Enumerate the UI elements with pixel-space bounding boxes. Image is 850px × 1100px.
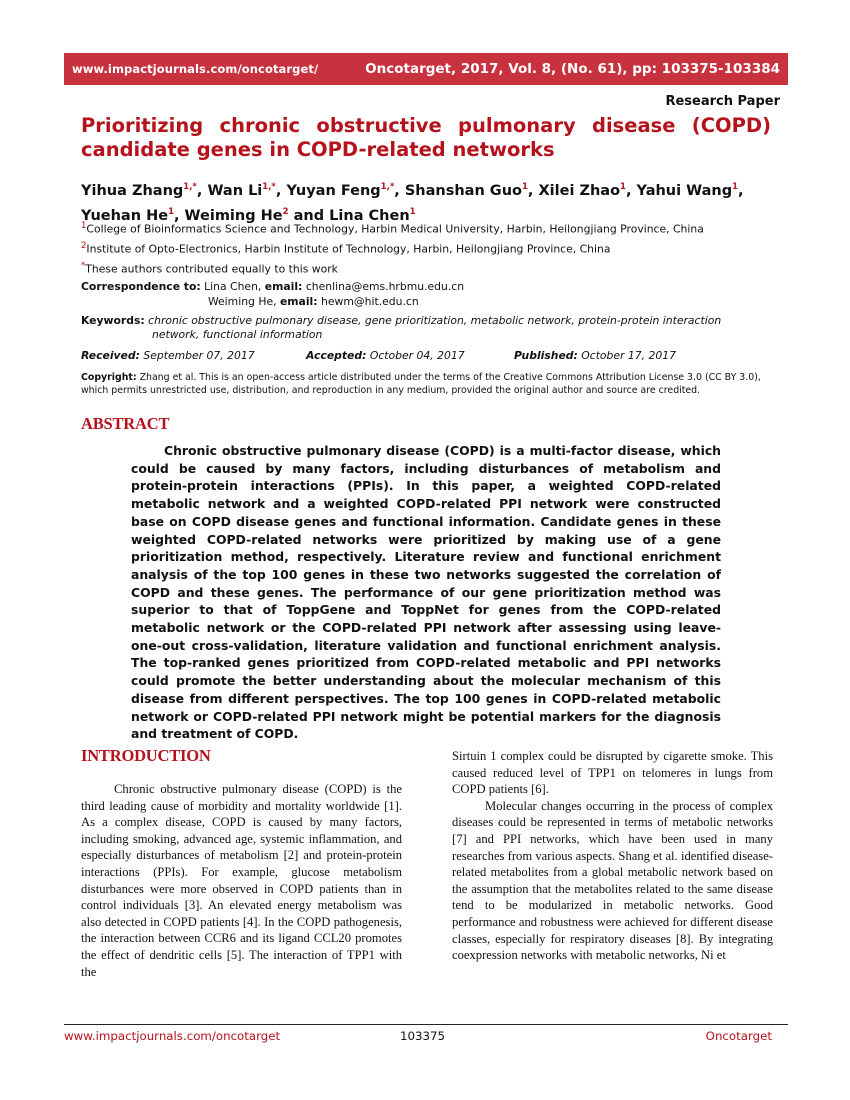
author: Weiming He [184, 207, 283, 224]
author: Lina Chen [329, 207, 410, 224]
corr-email-link[interactable]: hewm@hit.edu.cn [321, 295, 419, 308]
copyright-label: Copyright: [81, 372, 137, 383]
affiliation-2 [81, 239, 610, 257]
author: Xilei Zhao [538, 182, 621, 199]
author-list: Yihua Zhang$^{1,*}$, Wan $Li^{1,*}$, Yuyan Feng$^{1,*}$, Shanshan Guo$^1$, Xilei Zhao$^1$, Yahui Wang$^1$, Yuehan He$^1$, Weiming He$^2$ and Lina Chen$^1$ [81, 182, 744, 224]
title-line-1: Prioritizing chronic obstructive pulmonary disease (COPD) [81, 114, 771, 137]
intro-paragraph: Sirtuin 1 complex could be disrupted by cigarette smoke. This caused reduced level of TPP1 on telomeres in lungs from COPD patients [6]. [452, 749, 773, 797]
corr-name: Lina Chen, [204, 280, 262, 293]
affiliation-text: College of Bioinformatics Science and Technology, Harbin Medical University, Harbin, Heilongjiang Province, China [86, 222, 704, 236]
accepted-label: Accepted: [306, 349, 367, 362]
title-line-2: candidate genes in COPD-related networks [81, 138, 555, 161]
journal-url-link[interactable]: www.impactjournals.com/oncotarget/ [72, 62, 319, 76]
abstract-heading: ABSTRACT [81, 414, 170, 433]
keywords-label: Keywords: [81, 314, 145, 327]
published-date [514, 349, 676, 362]
received-label: Received: [81, 349, 140, 362]
accepted-date [306, 349, 465, 362]
author: Shanshan Guo [404, 182, 522, 199]
author: Yihua Zhang [81, 182, 184, 199]
affiliation-mark: 2 [282, 206, 289, 217]
journal-header-bar [64, 53, 788, 85]
affiliation-mark: 1 [409, 206, 416, 217]
copyright-text: Zhang et al. This is an open-access article distributed under the terms of the Creative Commons Attribution License 3.0 (CC BY 3.0), which permits unrestricted use, distribution, and reproduction in any medium, provided the original author and source are credited. [81, 372, 761, 396]
author: Yahui Wang [636, 182, 733, 199]
page-number: 103375 [400, 1029, 446, 1043]
copyright-notice [81, 372, 771, 397]
abstract-body [131, 442, 721, 743]
article-type-label: Research Paper [665, 94, 780, 109]
intro-left-column [81, 781, 402, 980]
corr-name: Weiming He, [208, 295, 277, 308]
email-label: email: [264, 280, 303, 293]
published-value: October 17, 2017 [581, 349, 676, 362]
footer-journal-name: Oncotarget [705, 1029, 772, 1043]
affiliation-mark: 1,* [262, 182, 276, 192]
author: Yuyan Feng [286, 182, 381, 199]
affiliation-mark: * [81, 261, 86, 271]
affiliation-mark: 1 [522, 182, 528, 192]
affiliation-mark: 1,* [380, 182, 395, 192]
introduction-heading: INTRODUCTION [81, 746, 211, 765]
accepted-value: October 04, 2017 [369, 349, 465, 362]
affiliation-text: Institute of Opto-Electronics, Harbin Institute of Technology, Harbin, Heilongjiang Province, China [86, 242, 611, 256]
author: Wan Li [207, 182, 263, 199]
author: Yuehan He [81, 207, 169, 224]
keywords-text-cont: network, functional information [152, 328, 323, 341]
received-value: September 07, 2017 [143, 349, 255, 362]
footer-divider [64, 1024, 788, 1025]
affiliation-mark: 1 [620, 182, 626, 192]
intro-right-column [452, 748, 773, 964]
footer-journal-url-link[interactable]: www.impactjournals.com/oncotarget [64, 1029, 281, 1043]
published-label: Published: [514, 349, 578, 362]
affiliation-mark: 1 [81, 221, 87, 231]
correspondence [81, 279, 464, 309]
equal-contribution-note [81, 259, 338, 277]
corr-email-link[interactable]: chenlina@ems.hrbmu.edu.cn [305, 280, 465, 293]
intro-paragraph: Chronic obstructive pulmonary disease (COPD) is the third leading cause of morbidity and mortality worldwide [1]. As a complex disease, COPD is caused by many factors, including smoking, advanced age, systemic inflammation, and especially disturbances of metabolism [2] and protein-protein interactions (PPIs). For example, glucose metabolism disturbances were more observed in COPD patients than in control individuals [3]. An elevated energy metabolism was also detected in COPD patients [4]. In the COPD pathogenesis, the interaction between CCR6 and its ligand CCL20 promotes the effect of dendritic cells [5]. The interaction of TPP1 with the [81, 782, 402, 979]
affiliation-mark: 1 [168, 206, 174, 217]
affiliation-text: These authors contributed equally to this work [85, 262, 338, 276]
affiliation-1 [81, 219, 704, 237]
correspondence-label: Correspondence to: [81, 280, 201, 293]
keywords [81, 314, 771, 342]
affiliation-mark: 2 [81, 241, 87, 251]
email-label: email: [279, 295, 318, 308]
keywords-text: chronic obstructive pulmonary disease, gene prioritization, metabolic network, protein-protein interaction [148, 314, 722, 327]
citation-info: Oncotarget, 2017, Vol. 8, (No. 61), pp: 103375-103384 [365, 61, 780, 77]
received-date [81, 349, 255, 362]
affiliation-mark: 1,* [183, 182, 197, 192]
abstract-text: Chronic obstructive pulmonary disease (COPD) is a multi-factor disease, which could be caused by many factors, including disturbances of metabolism and protein-protein interactions (PPIs). In this paper, a weighted COPD-related metabolic network and a weighted COPD-related PPI network were constructed base on COPD disease genes and functional information. Candidate genes in these weighted COPD-related networks were prioritized by making use of a gene prioritization method, respectively. Literature review and functional enrichment analysis of the top 100 genes in these two networks suggested the correlation of COPD and these genes. The performance of our gene prioritization method was superior to that of ToppGene and ToppNet for genes from the COPD-related metabolic network or the COPD-related PPI network after assessing using leave-one-out cross-validation, literature validation and functional enrichment analysis. The top-ranked genes prioritized from COPD-related metabolic and PPI networks could promote the better understanding about the molecular mechanism of this disease from different perspectives. The top 100 genes in COPD-related metabolic network or COPD-related PPI network might be potential markers for the diagnosis and treatment of COPD. [131, 443, 721, 742]
intro-paragraph: Molecular changes occurring in the process of complex diseases could be represented in terms of metabolic networks [7] and PPI networks, which have been used in many researches from various aspects. Shang et al. identified disease-related metabolites from a global metabolic network based on the assumption that the metabolites related to the same disease tend to be modularized in metabolic networks. Good performance and robustness were achieved for different disease classes, especially for respiratory diseases [8]. By integrating coexpression networks with metabolic networks, Ni et [452, 798, 773, 963]
paper-title [81, 114, 771, 162]
affiliation-mark: 1 [732, 182, 739, 192]
